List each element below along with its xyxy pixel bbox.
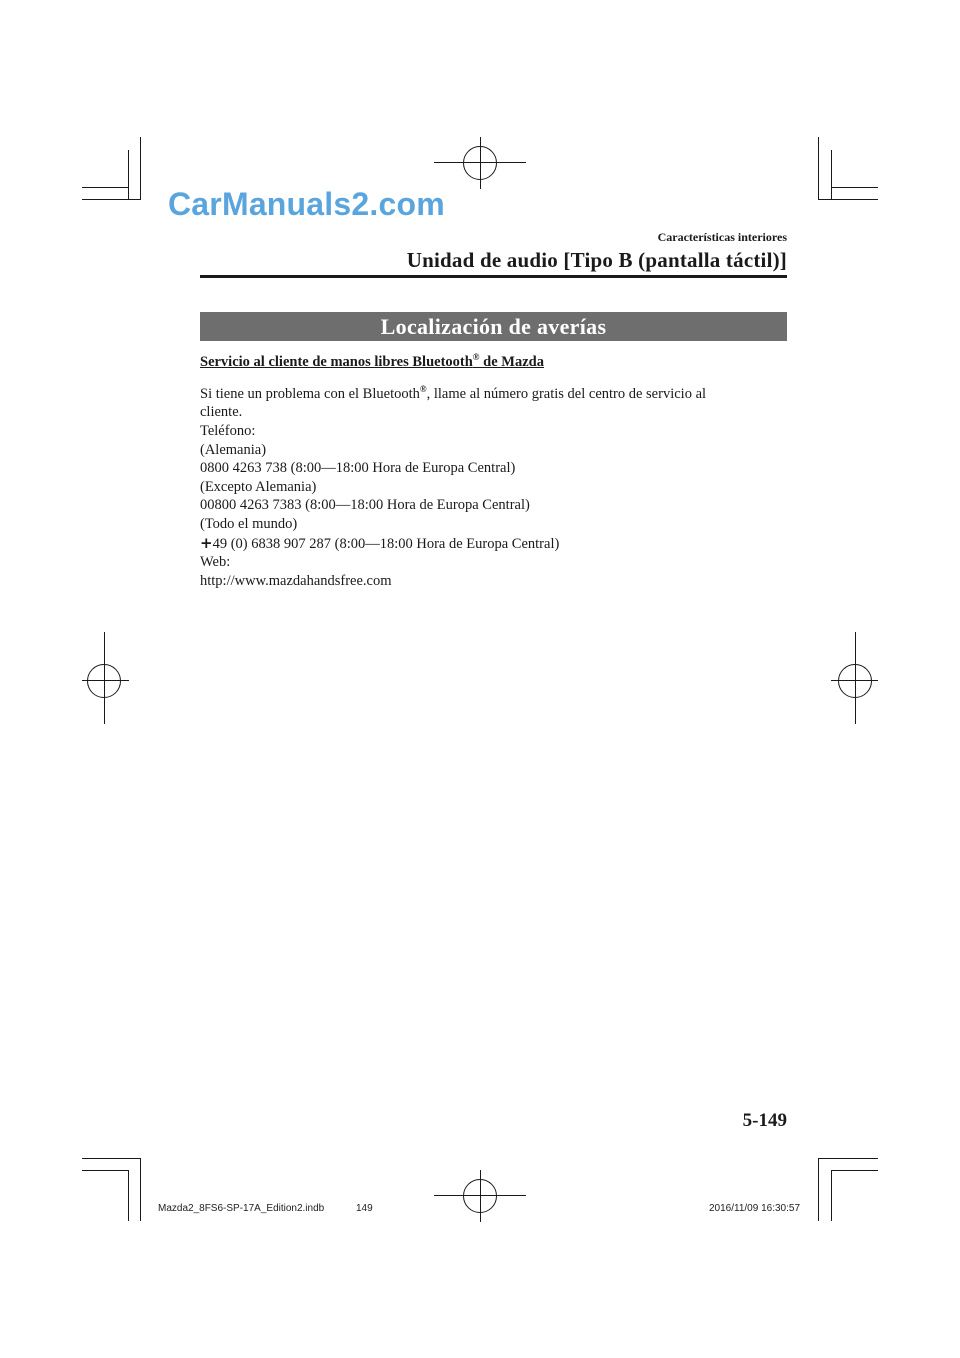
- chapter-title: Unidad de audio [Tipo B (pantalla táctil)]: [406, 248, 787, 272]
- footer-page: 149: [356, 1203, 373, 1214]
- crop-mark-line: [831, 1170, 878, 1171]
- crop-mark-line: [434, 162, 526, 163]
- crop-mark-line: [140, 1158, 141, 1221]
- footer-file: Mazda2_8FS6-SP-17A_Edition2.indb: [158, 1203, 325, 1214]
- subheading-text: Servicio al cliente de manos libres Bluetooth: [200, 353, 473, 370]
- except-number: 00800 4263 7383 (8:00—18:00 Hora de Europa Central): [200, 497, 530, 514]
- intro-text-end: , llame al número gratis del centro de servicio al: [426, 385, 707, 402]
- crop-mark-line: [818, 137, 819, 200]
- crop-mark-line: [82, 680, 129, 681]
- intro-line-2: cliente.: [200, 404, 243, 421]
- crop-mark-line: [831, 150, 832, 200]
- world-number-line: [200, 534, 785, 554]
- web-url: http://www.mazdahandsfree.com: [200, 572, 392, 589]
- crop-mark-line: [82, 187, 129, 188]
- subheading: [200, 352, 544, 371]
- crop-mark-line: [818, 199, 878, 200]
- section-banner: Localización de averías: [200, 312, 787, 341]
- section-label: Características interiores: [657, 230, 787, 244]
- body-text: [200, 380, 785, 590]
- crop-mark-line: [128, 1170, 129, 1221]
- header-rule: [200, 275, 787, 278]
- crop-mark-line: [434, 1195, 526, 1196]
- crop-mark-line: [128, 150, 129, 200]
- page-number: 5-149: [742, 1110, 787, 1131]
- registered-mark: ®: [472, 352, 480, 362]
- crop-mark-line: [818, 1158, 819, 1221]
- crop-mark-line: [82, 199, 141, 200]
- registered-mark: ®: [419, 384, 427, 394]
- crop-mark-line: [831, 1170, 832, 1221]
- intro-line: [200, 380, 785, 403]
- crop-mark-line: [82, 1170, 129, 1171]
- crop-mark-line: [831, 680, 878, 681]
- crop-mark-line: [140, 137, 141, 200]
- phone-label: Teléfono:: [200, 423, 256, 440]
- crop-mark-line: [82, 1158, 141, 1159]
- intro-text: Si tiene un problema con el Bluetooth: [200, 385, 420, 402]
- crop-mark-line: [831, 187, 878, 188]
- world-number: 49 (0) 6838 907 287 (8:00—18:00 Hora de Europa Central): [212, 535, 560, 552]
- crop-mark-line: [855, 632, 856, 724]
- except-label: (Excepto Alemania): [200, 478, 317, 495]
- crop-mark-line: [818, 1158, 878, 1159]
- footer-timestamp: 2016/11/09 16:30:57: [709, 1203, 801, 1214]
- crop-mark-line: [104, 632, 105, 724]
- world-label: (Todo el mundo): [200, 515, 298, 532]
- subheading-text-end: de Mazda: [479, 353, 544, 370]
- watermark-logo: CarManuals2.com: [168, 186, 445, 222]
- plus-icon: +: [200, 533, 213, 552]
- web-label: Web:: [200, 554, 231, 571]
- germany-label: (Alemania): [200, 441, 267, 458]
- germany-number: 0800 4263 738 (8:00—18:00 Hora de Europa Central): [200, 460, 516, 477]
